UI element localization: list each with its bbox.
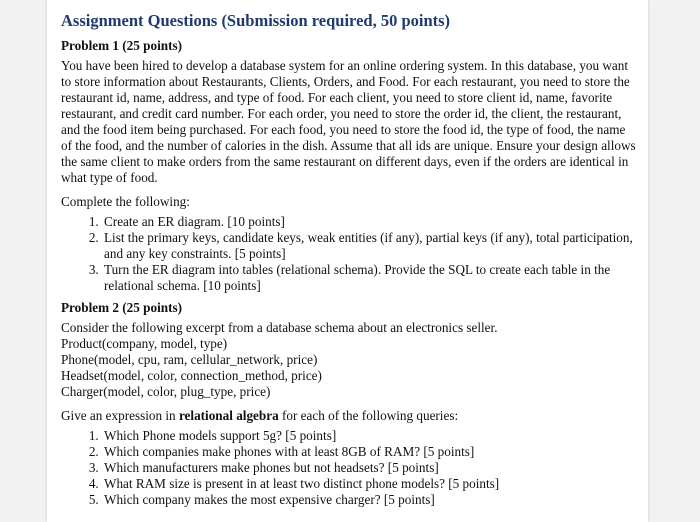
document-page [47,0,648,522]
problem1-task: 2. List the primary keys, candidate keys, weak entities (if any), partial keys (if any), total participation, and any key constraints. [5 points] [102,230,639,262]
problem1-task: 3. Turn the ER diagram into tables (relational schema). Provide the SQL to create each table in the relational schema. [10 points] [102,262,639,294]
problem2-lead-post: for each of the following queries: [278,408,459,423]
schema-line: Phone(model, cpu, ram, cellular_network, price) [61,352,318,367]
problem2-query: 4. What RAM size is present in at least two distinct phone models? [5 points] [102,476,639,492]
problem2-query: 1. Which Phone models support 5g? [5 points] [102,428,639,444]
problem1-task: 1. Create an ER diagram. [10 points] [102,214,639,230]
problem1-heading: Problem 1 (25 points) [61,38,183,53]
problem2-lead-pre: Give an expression in [61,408,179,423]
problem2-query: 2. Which companies make phones with at least 8GB of RAM? [5 points] [102,444,639,460]
problem1-lead: Complete the following: [61,194,190,209]
schema-line: Product(company, model, type) [61,336,228,351]
problem2-query: 3. Which manufacturers make phones but not headsets? [5 points] [102,460,639,476]
problem2-heading: Problem 2 (25 points) [61,300,183,315]
problem2-query: 5. Which company makes the most expensive charger? [5 points] [102,492,639,508]
problem2-query-list [61,428,639,508]
problem2-lead [61,408,639,424]
problem2-intro: Consider the following excerpt from a database schema about an electronics seller. [61,320,498,335]
schema-list [61,336,639,400]
schema-line: Charger(model, color, plug_type, price) [61,384,271,399]
assignment-title: Assignment Questions (Submission required, 50 points) [61,11,451,30]
problem1-task-list [61,214,639,294]
problem1-description: You have been hired to develop a database system for an online ordering system. In this database, you want to store information about Restaurants, Clients, Orders, and Food. For each restaurant, you need to store the restaurant id, name, address, and type of food. For each client, you need to store client id, name, favorite restaurant, and credit card number. For each order, you need to store the order id, the client, the restaurant, and the food item being purchased. For each food, you need to store the food id, the type of food, the name of the food, and the number of calories in the dish. Assume that all ids are unique. Ensure your design allows the same client to make orders from the same restaurant on different days, even if the orders are identical in what type of food. [61,58,636,185]
problem2-lead-bold: relational algebra [178,408,279,423]
document-content [61,10,639,508]
schema-line: Headset(model, color, connection_method, price) [61,368,322,383]
